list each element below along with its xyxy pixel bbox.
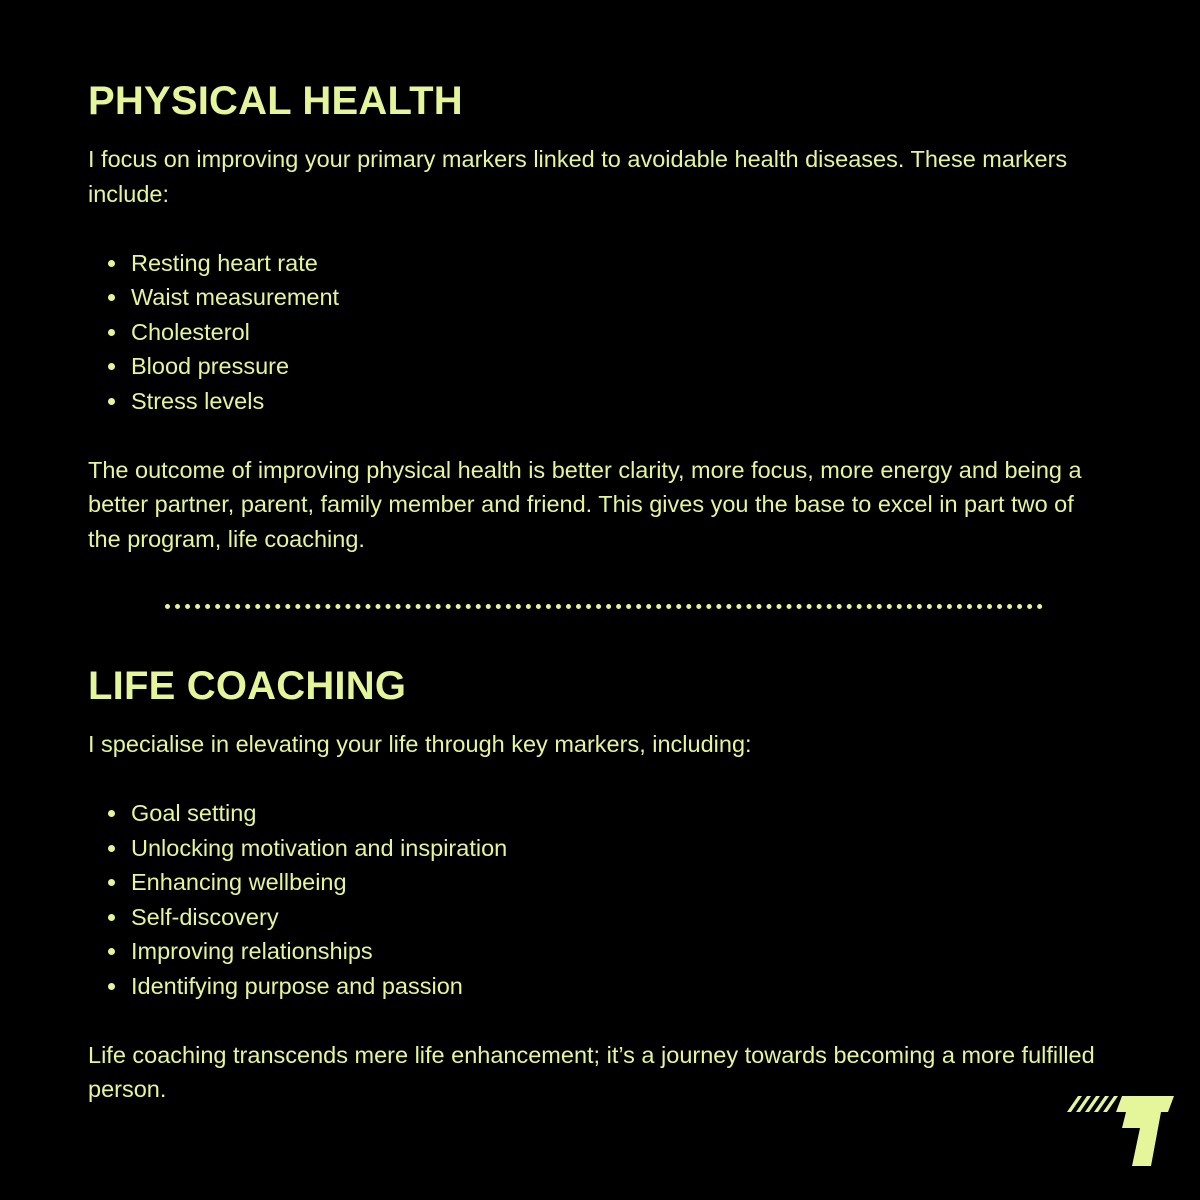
life-coaching-heading: LIFE COACHING — [88, 664, 407, 708]
list-item — [88, 900, 1112, 935]
life-coaching-outro: Life coaching transcends mere life enhancement; it’s a journey towards becoming a more fulfilled person. — [88, 1041, 1095, 1102]
bullet-icon — [108, 810, 115, 817]
bullet-icon — [108, 260, 115, 267]
list-item — [88, 349, 1112, 384]
list-item — [88, 246, 1112, 281]
list-item-label: Unlocking motivation and inspiration — [131, 834, 508, 861]
bullet-icon — [108, 983, 115, 990]
t-speed-logo-icon — [1064, 1094, 1176, 1166]
list-item-label: Enhancing wellbeing — [131, 869, 347, 895]
bullet-icon — [108, 914, 115, 921]
physical-health-section — [88, 78, 1112, 556]
list-item — [88, 384, 1112, 419]
bullet-icon — [108, 363, 115, 370]
list-item-label: Identifying purpose and passion — [131, 972, 463, 999]
bullet-icon — [108, 948, 115, 955]
life-coaching-section — [88, 663, 1112, 1107]
list-item-label: Blood pressure — [131, 353, 290, 379]
list-item-label: Improving relationships — [131, 938, 373, 964]
physical-health-outro: The outcome of improving physical health is better clarity, more focus, more energy and being a better partner, parent, family member and friend. This gives you the base to excel in part two of the program, life coaching. — [88, 456, 1082, 552]
list-item — [88, 831, 1112, 866]
bullet-icon — [108, 845, 115, 852]
bullet-icon — [108, 879, 115, 886]
list-item-label: Goal setting — [131, 800, 257, 826]
dotted-divider — [165, 604, 1043, 609]
list-item — [88, 934, 1112, 969]
physical-health-markers-list — [88, 246, 1112, 419]
list-item — [88, 865, 1112, 900]
list-item-label: Cholesterol — [131, 318, 250, 345]
bullet-icon — [108, 329, 115, 336]
page-content — [88, 78, 1112, 1107]
life-coaching-intro: I specialise in elevating your life through key markers, including: — [88, 731, 752, 757]
bullet-icon — [108, 398, 115, 405]
list-item-label: Stress levels — [131, 387, 265, 414]
list-item — [88, 280, 1112, 315]
list-item-label: Resting heart rate — [131, 249, 318, 276]
life-coaching-markers-list — [88, 796, 1112, 1003]
physical-health-intro: I focus on improving your primary markers linked to avoidable health diseases. These markers include: — [88, 146, 1068, 207]
list-item — [88, 796, 1112, 831]
physical-health-heading: PHYSICAL HEALTH — [88, 79, 463, 123]
bullet-icon — [108, 294, 115, 301]
list-item — [88, 969, 1112, 1004]
list-item-label: Waist measurement — [131, 284, 340, 310]
list-item-label: Self-discovery — [131, 903, 279, 930]
list-item — [88, 315, 1112, 350]
